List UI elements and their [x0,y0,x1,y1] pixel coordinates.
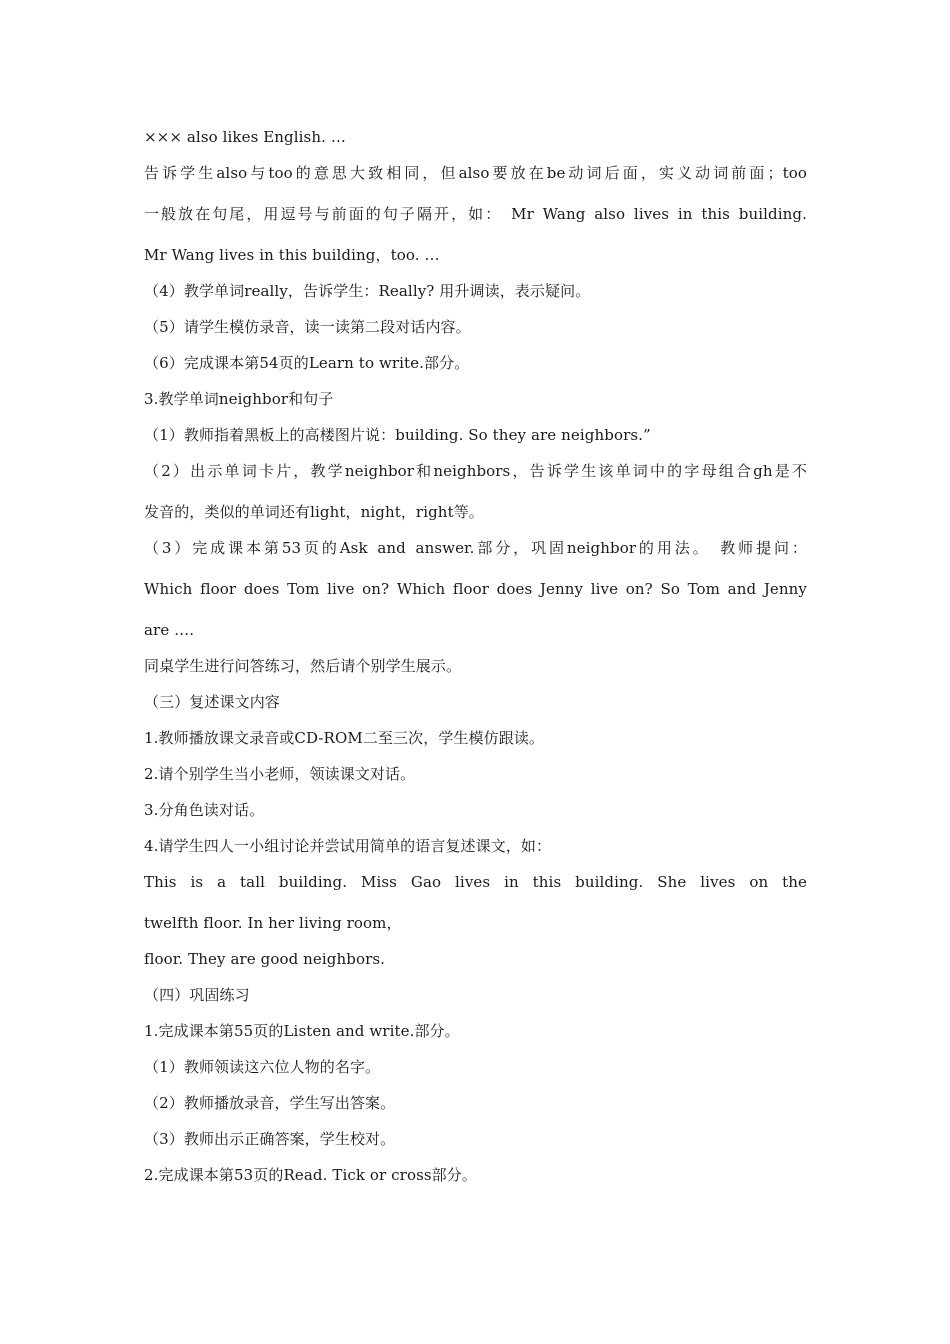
text-line: ××× also likes English. … [144,128,346,146]
text-line: （2）出示单词卡片，教学neighbor和neighbors，告诉学生该单词中的字母组合gh是不 [144,462,807,480]
text-line: 3.分角色读对话。 [144,801,265,819]
text-line: 1.教师播放课文录音或CD-ROM二至三次，学生模仿跟读。 [144,729,545,747]
text-line: （2）教师播放录音，学生写出答案。 [144,1094,396,1112]
text-line: （1）教师指着黑板上的高楼图片说：building. So they are neighbors.” [144,426,651,444]
text-line: （3）完成课本第53页的Ask and answer.部分，巩固neighbor的用法。 教师提问： [144,539,807,557]
section-heading: 3.教学单词neighbor和句子 [144,390,334,408]
section-heading: （三）复述课文内容 [144,693,280,711]
text-line: 一般放在句尾，用逗号与前面的句子隔开，如： Mr Wang also lives in this building. [144,205,807,223]
text-line: 同桌学生进行问答练习，然后请个别学生展示。 [144,657,462,675]
text-line: （5）请学生模仿录音，读一读第二段对话内容。 [144,318,471,336]
text-line: 4.请学生四人一小组讨论并尝试用简单的语言复述课文，如： [144,837,552,855]
text-line: （1）教师领读这六位人物的名字。 [144,1058,381,1076]
text-line: are …. [144,621,195,639]
text-line: Mr Wang lives in this building，too. … [144,246,440,264]
text-line: 2.完成课本第53页的Read. Tick or cross部分。 [144,1166,477,1184]
text-line: twelfth floor. In her living room， [144,914,402,932]
text-line: 发音的，类似的单词还有light，night，right等。 [144,503,484,521]
text-line: 2.请个别学生当小老师，领读课文对话。 [144,765,416,783]
text-line: Which floor does Tom live on? Which floor does Jenny live on? So Tom and Jenny [144,580,807,598]
text-line: （3）教师出示正确答案，学生校对。 [144,1130,396,1148]
text-line: floor. They are good neighbors. [144,950,386,968]
section-heading: （四）巩固练习 [144,986,250,1004]
text-line: 告诉学生also与too的意思大致相同，但also要放在be动词后面，实义动词前面；too [144,164,807,182]
text-line: This is a tall building. Miss Gao lives in this building. She lives on the [144,873,807,891]
text-line: （4）教学单词really，告诉学生：Really? 用升调读，表示疑问。 [144,282,591,300]
text-line: （6）完成课本第54页的Learn to write.部分。 [144,354,470,372]
text-line: 1.完成课本第55页的Listen and write.部分。 [144,1022,460,1040]
